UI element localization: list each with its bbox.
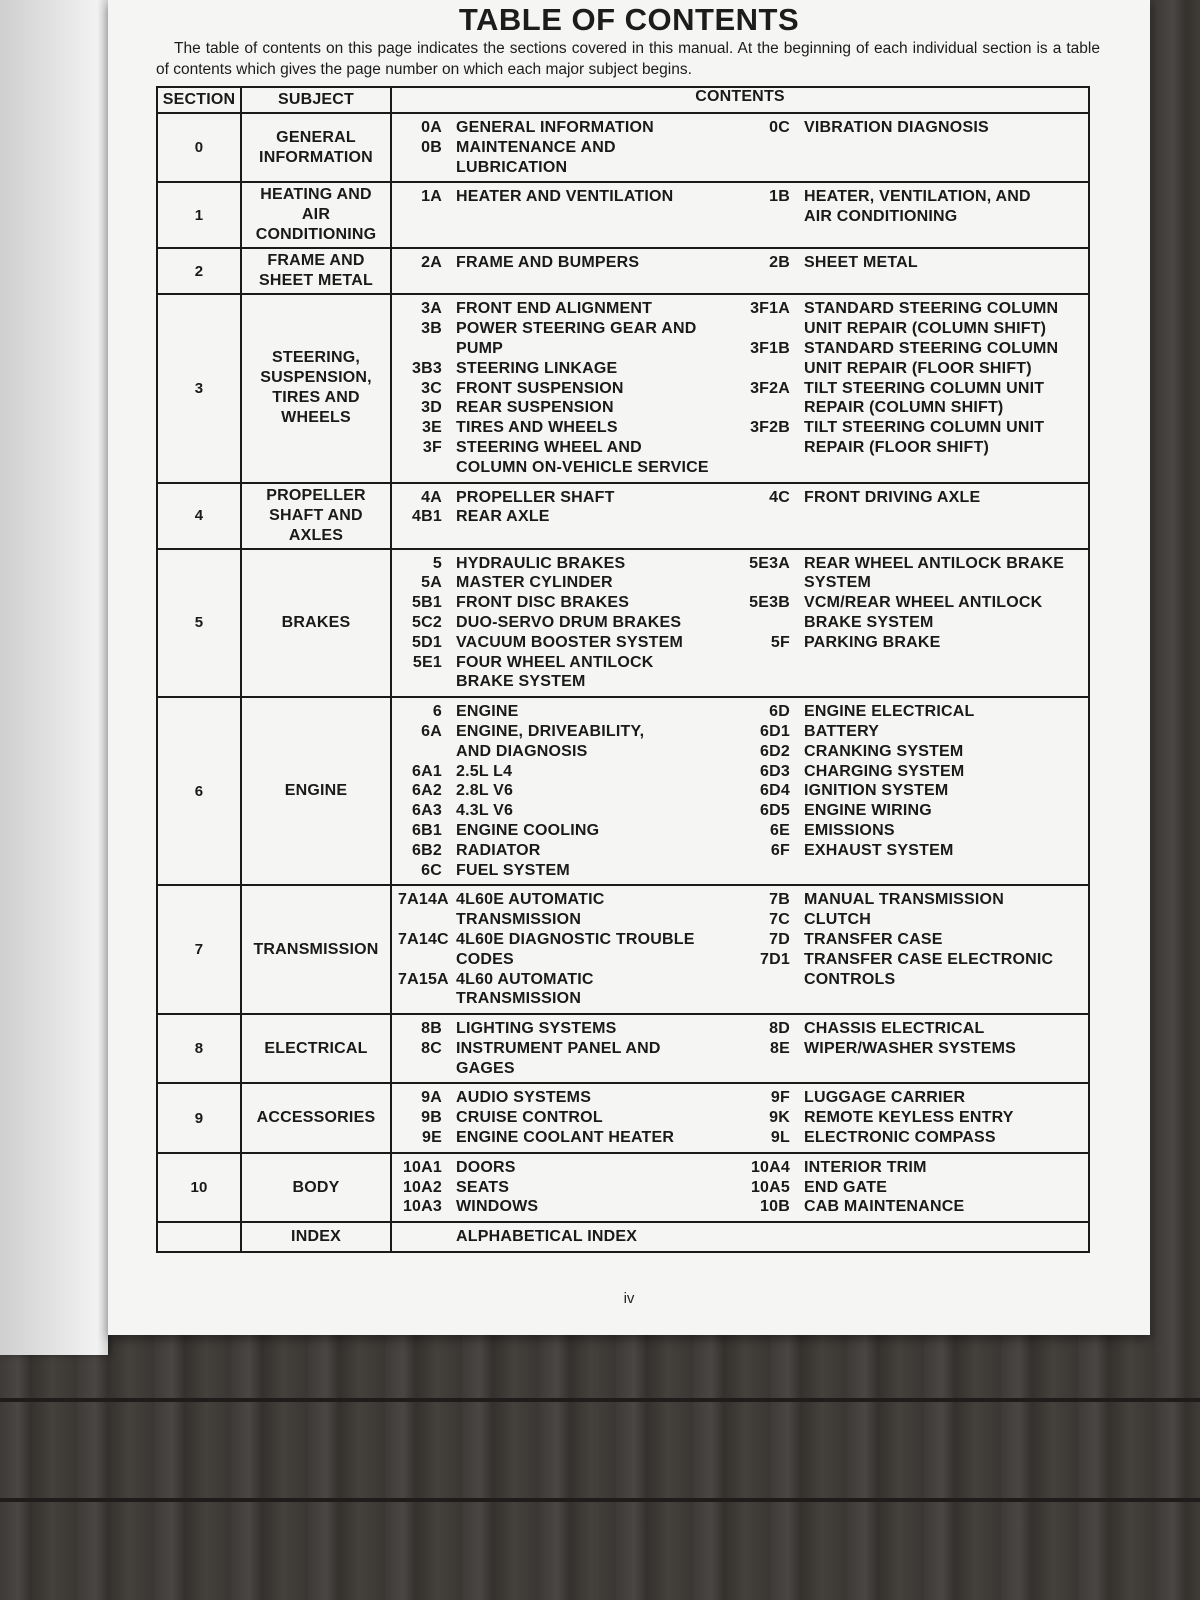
toc-row [157, 1083, 1089, 1152]
entry-title: DOORS [456, 1158, 516, 1176]
section-contents [391, 1153, 1089, 1222]
toc-entry [398, 861, 740, 881]
entry-code: 10B [760, 1198, 790, 1216]
section-contents [391, 113, 1089, 182]
entry-title: CRANKING SYSTEM [804, 742, 964, 760]
toc-entry [398, 613, 740, 633]
subject-header: SUBJECT [241, 87, 391, 113]
toc-entry [398, 762, 740, 782]
entry-code: 10A3 [402, 1198, 442, 1216]
contents-column-left [398, 1227, 740, 1247]
entry-title: RADIATOR [456, 841, 541, 859]
toc-entry [740, 1128, 1082, 1148]
entry-code: 3F2A [750, 379, 790, 397]
toc-entry [740, 339, 1082, 379]
entry-code: 8D [769, 1020, 790, 1038]
section-contents [391, 248, 1089, 294]
entry-title: CRUISE CONTROL [456, 1109, 603, 1127]
toc-entry [740, 253, 1082, 273]
toc-entry [740, 722, 1082, 742]
contents-column-left [398, 890, 740, 1009]
section-subject: BRAKES [241, 549, 391, 698]
entry-code: 2B [769, 254, 790, 272]
toc-entry [398, 1158, 740, 1178]
toc-entry [740, 781, 1082, 801]
toc-row [157, 1153, 1089, 1222]
entry-title: DUO-SERVO DRUM BRAKES [456, 613, 682, 631]
section-subject: HEATING AND AIR CONDITIONING [241, 182, 391, 248]
entry-title: ENGINE WIRING [804, 802, 932, 820]
toc-entry [740, 702, 1082, 722]
toc-row [157, 294, 1089, 482]
entry-title: LUGGAGE CARRIER [804, 1089, 966, 1107]
entry-code: 6B2 [412, 841, 442, 859]
entry-code: 4C [769, 488, 790, 506]
toc-row [157, 1014, 1089, 1083]
floor-seam [0, 1398, 1200, 1402]
entry-title: TILT STEERING COLUMN UNIT REPAIR (COLUMN SHIFT) [804, 379, 1045, 417]
entry-code: 5E3A [749, 554, 790, 572]
entry-code: 3B [421, 320, 442, 338]
entry-code [398, 1227, 456, 1247]
toc-entry [398, 554, 740, 574]
entry-code: 5B1 [412, 594, 442, 612]
section-number: 7 [157, 885, 241, 1014]
contents-column-right [740, 253, 1082, 273]
toc-entry [398, 1019, 740, 1039]
entry-title: FOUR WHEEL ANTILOCK BRAKE SYSTEM [456, 653, 654, 691]
contents-column-right [740, 1088, 1082, 1147]
entry-code: 5A [421, 574, 442, 592]
toc-entry [398, 507, 740, 527]
entry-code: 7A14A [398, 891, 449, 909]
toc-entry [740, 187, 1082, 227]
toc-entry [740, 1178, 1082, 1198]
entry-code: 9A [421, 1089, 442, 1107]
toc-entry [398, 1128, 740, 1148]
entry-title: STEERING LINKAGE [456, 359, 618, 377]
entry-title: MANUAL TRANSMISSION [804, 891, 1004, 909]
toc-entry [740, 418, 1082, 458]
entry-title: BATTERY [804, 722, 880, 740]
entry-code: 7A14C [398, 930, 449, 948]
contents-column-left [398, 1088, 740, 1147]
entry-title: ENGINE, DRIVEABILITY, AND DIAGNOSIS [456, 722, 645, 760]
entry-code: 6D4 [760, 782, 790, 800]
entry-title: PARKING BRAKE [804, 633, 941, 651]
section-contents [391, 294, 1089, 482]
entry-title: SEATS [456, 1178, 510, 1196]
entry-code: 8C [421, 1039, 442, 1057]
page-title: TABLE OF CONTENTS [458, 2, 800, 37]
entry-code: 7D1 [760, 950, 790, 968]
entry-code: 6D [769, 703, 790, 721]
toc-entry [740, 1019, 1082, 1039]
entry-title: MAINTENANCE AND LUBRICATION [456, 138, 616, 176]
toc-row [157, 885, 1089, 1014]
toc-entry [398, 1178, 740, 1198]
toc-header-row [157, 87, 1089, 113]
entry-code: 5F [770, 633, 790, 651]
entry-title: 4L60E DIAGNOSTIC TROUBLE CODES [456, 930, 695, 968]
entry-code: 9K [769, 1109, 790, 1127]
toc-entry [740, 299, 1082, 339]
section-contents [391, 483, 1089, 549]
toc-entry [740, 742, 1082, 762]
contents-column-right [740, 299, 1082, 477]
entry-code: 8B [421, 1020, 442, 1038]
entry-code: 6A1 [412, 762, 442, 780]
toc-row [157, 113, 1089, 182]
entry-title: PROPELLER SHAFT [456, 488, 615, 506]
toc-entry [740, 1108, 1082, 1128]
entry-title: ENGINE ELECTRICAL [804, 703, 975, 721]
toc-entry [398, 438, 740, 478]
section-subject: FRAME AND SHEET METAL [241, 248, 391, 294]
toc-entry [740, 1088, 1082, 1108]
entry-code: 9E [422, 1129, 442, 1147]
toc-entry [740, 488, 1082, 508]
contents-column-right [740, 187, 1082, 227]
entry-code: 3F1A [750, 300, 790, 318]
entry-code: 6A2 [412, 782, 442, 800]
entry-code: 4A [421, 488, 442, 506]
toc-entry [740, 821, 1082, 841]
entry-title: STEERING WHEEL AND COLUMN ON-VEHICLE SERVICE [456, 438, 709, 476]
entry-code: 3F1B [750, 339, 790, 357]
entry-code: 6D5 [760, 802, 790, 820]
toc-entry [398, 722, 740, 762]
entry-title: WIPER/WASHER SYSTEMS [804, 1039, 1017, 1057]
entry-code: 7B [769, 891, 790, 909]
toc-entry [398, 970, 740, 1010]
section-number [157, 1222, 241, 1252]
entry-title: MASTER CYLINDER [456, 574, 613, 592]
entry-code: 6D2 [760, 742, 790, 760]
entry-code: 1B [769, 188, 790, 206]
toc-entry [398, 633, 740, 653]
toc-entry [740, 910, 1082, 930]
entry-code: 3F [422, 438, 442, 456]
toc-entry [398, 1197, 740, 1217]
entry-code: 9F [770, 1089, 790, 1107]
section-number: 5 [157, 549, 241, 698]
toc-entry [398, 138, 740, 178]
entry-title: ENGINE COOLANT HEATER [456, 1129, 675, 1147]
toc-body [157, 113, 1089, 1252]
entry-title: STANDARD STEERING COLUMN UNIT REPAIR (FLOOR SHIFT) [804, 339, 1059, 377]
toc-entry [740, 950, 1082, 990]
entry-title: POWER STEERING GEAR AND PUMP [456, 320, 697, 357]
entry-code: 10A5 [750, 1178, 790, 1196]
entry-title: CHASSIS ELECTRICAL [804, 1020, 985, 1038]
contents-header: CONTENTS [391, 87, 1089, 113]
entry-code: 6E [770, 821, 790, 839]
entry-title: EXHAUST SYSTEM [804, 841, 954, 859]
toc-entry [740, 593, 1082, 633]
entry-title: VIBRATION DIAGNOSIS [804, 119, 989, 136]
entry-title: FRONT END ALIGNMENT [456, 300, 653, 318]
entry-code: 5 [432, 554, 442, 572]
entry-code: 3C [421, 379, 442, 397]
toc-table [156, 86, 1090, 1253]
section-number: 6 [157, 697, 241, 885]
entry-title: WINDOWS [456, 1198, 539, 1216]
section-number: 4 [157, 483, 241, 549]
contents-column-right [740, 702, 1082, 880]
toc-entry [740, 379, 1082, 419]
entry-title: TRANSFER CASE ELECTRONIC CONTROLS [804, 950, 1054, 988]
section-contents [391, 1083, 1089, 1152]
entry-code: 0A [421, 119, 442, 136]
section-contents [391, 1014, 1089, 1083]
entry-title: ENGINE [456, 703, 519, 721]
entry-code: 7D [769, 930, 790, 948]
contents-column-right [740, 118, 1082, 177]
section-subject: BODY [241, 1153, 391, 1222]
section-subject: INDEX [241, 1222, 391, 1252]
entry-title: REAR AXLE [456, 508, 550, 526]
entry-code: 1A [421, 188, 442, 206]
toc-entry [740, 801, 1082, 821]
entry-code: 6F [770, 841, 790, 859]
contents-column-right [740, 488, 1082, 528]
entry-code: 3E [422, 419, 442, 437]
entry-code: 5E1 [412, 653, 442, 671]
floor-seam [0, 1498, 1200, 1502]
toc-entry [398, 573, 740, 593]
toc-entry [740, 118, 1082, 138]
toc-entry [740, 1197, 1082, 1217]
contents-column-left [398, 118, 740, 177]
toc-entry [398, 781, 740, 801]
entry-code: 3F2B [750, 419, 790, 437]
toc-entry [398, 1227, 740, 1247]
toc-entry [740, 841, 1082, 861]
toc-entry [398, 359, 740, 379]
toc-row [157, 182, 1089, 248]
section-contents [391, 885, 1089, 1014]
entry-code: 0B [421, 138, 442, 156]
entry-code: 2A [421, 254, 442, 272]
section-number: 9 [157, 1083, 241, 1152]
entry-title: TILT STEERING COLUMN UNIT REPAIR (FLOOR SHIFT) [804, 419, 1045, 456]
entry-code: 10A4 [750, 1158, 790, 1176]
toc-entry [398, 801, 740, 821]
entry-title: END GATE [804, 1178, 888, 1196]
toc-row [157, 549, 1089, 698]
section-contents [391, 549, 1089, 698]
entry-code: 9B [421, 1109, 442, 1127]
section-subject: STEERING, SUSPENSION, TIRES AND WHEELS [241, 294, 391, 482]
entry-title: FUEL SYSTEM [456, 861, 570, 879]
contents-column-right [740, 890, 1082, 1009]
section-contents [391, 1222, 1089, 1252]
entry-title: TIRES AND WHEELS [456, 419, 618, 437]
entry-code: 6A3 [412, 802, 442, 820]
entry-title: FRONT DRIVING AXLE [804, 488, 981, 506]
entry-code: 7C [769, 911, 790, 929]
toc-entry [398, 890, 740, 930]
section-number: 3 [157, 294, 241, 482]
entry-title: FRAME AND BUMPERS [456, 254, 640, 272]
section-subject: GENERAL INFORMATION [241, 113, 391, 182]
entry-title: HYDRAULIC BRAKES [456, 554, 626, 572]
entry-title: REAR SUSPENSION [456, 399, 614, 417]
entry-title: INTERIOR TRIM [804, 1158, 927, 1176]
section-number: 1 [157, 182, 241, 248]
entry-title: INSTRUMENT PANEL AND GAGES [456, 1039, 661, 1077]
toc-entry [398, 653, 740, 693]
contents-column-left [398, 299, 740, 477]
entry-title: CHARGING SYSTEM [804, 762, 965, 780]
section-subject: ACCESSORIES [241, 1083, 391, 1152]
toc-entry [398, 1039, 740, 1079]
entry-code: 5E3B [749, 594, 790, 612]
entry-title: GENERAL INFORMATION [456, 119, 654, 136]
entry-code: 3A [421, 300, 442, 318]
toc-entry [398, 187, 740, 207]
section-number: 8 [157, 1014, 241, 1083]
toc-entry [398, 418, 740, 438]
section-subject: PROPELLER SHAFT AND AXLES [241, 483, 391, 549]
section-subject: TRANSMISSION [241, 885, 391, 1014]
left-page-edge [0, 0, 108, 1355]
entry-code: 10A1 [402, 1158, 442, 1176]
entry-title: FRONT DISC BRAKES [456, 594, 630, 612]
entry-code: 6B1 [412, 821, 442, 839]
toc-entry [740, 554, 1082, 594]
toc-entry [398, 841, 740, 861]
contents-column-right [740, 554, 1082, 693]
entry-code: 3D [421, 399, 442, 417]
entry-code: 8E [770, 1039, 790, 1057]
entry-code: 9L [770, 1129, 790, 1147]
toc-entry [398, 702, 740, 722]
entry-title: VCM/REAR WHEEL ANTILOCK BRAKE SYSTEM [804, 594, 1043, 631]
toc-entry [398, 253, 740, 273]
section-header: SECTION [157, 87, 241, 113]
entry-title: CLUTCH [804, 911, 871, 929]
entry-code: 5C2 [412, 613, 442, 631]
entry-code: 10A2 [402, 1178, 442, 1196]
entry-code: 3B3 [412, 359, 442, 377]
entry-title: 2.5L L4 [456, 762, 513, 780]
intro-paragraph: The table of contents on this page indicates the sections covered in this manual. At the beginning of each individual section is a table of contents which gives the page number on which each major subject begins. [156, 40, 1100, 78]
section-number: 2 [157, 248, 241, 294]
entry-title: EMISSIONS [804, 821, 895, 839]
entry-code: 6D1 [760, 722, 790, 740]
toc-entry [740, 762, 1082, 782]
entry-title: ENGINE COOLING [456, 821, 600, 839]
toc-entry [740, 1039, 1082, 1059]
entry-code: 6C [421, 861, 442, 879]
entry-title: STANDARD STEERING COLUMN UNIT REPAIR (COLUMN SHIFT) [804, 300, 1059, 338]
entry-title: CAB MAINTENANCE [804, 1198, 965, 1216]
entry-title: IGNITION SYSTEM [804, 782, 949, 800]
entry-title: HEATER, VENTILATION, AND AIR CONDITIONING [804, 188, 1031, 226]
toc-entry [398, 488, 740, 508]
entry-title: SHEET METAL [804, 254, 918, 272]
toc-entry [398, 593, 740, 613]
entry-title: VACUUM BOOSTER SYSTEM [456, 633, 684, 651]
entry-title: TRANSFER CASE [804, 930, 943, 948]
toc-entry [398, 398, 740, 418]
contents-column-left [398, 554, 740, 693]
toc-row [157, 248, 1089, 294]
section-contents [391, 697, 1089, 885]
entry-code: 5D1 [412, 633, 442, 651]
entry-title: AUDIO SYSTEMS [456, 1089, 592, 1107]
entry-code: 4B1 [412, 508, 442, 526]
entry-title: REMOTE KEYLESS ENTRY [804, 1109, 1014, 1127]
toc-row [157, 697, 1089, 885]
entry-title: 4.3L V6 [456, 802, 514, 820]
entry-code: 6D3 [760, 762, 790, 780]
toc-entry [398, 118, 740, 138]
toc-entry [740, 890, 1082, 910]
contents-column-right [740, 1227, 1082, 1247]
entry-code: 6A [421, 722, 442, 740]
entry-title: ELECTRONIC COMPASS [804, 1129, 996, 1147]
toc-entry [398, 379, 740, 399]
contents-column-left [398, 488, 740, 528]
section-number: 10 [157, 1153, 241, 1222]
toc-entry [740, 930, 1082, 950]
toc-entry [740, 633, 1082, 653]
section-number: 0 [157, 113, 241, 182]
entry-title: HEATER AND VENTILATION [456, 188, 674, 206]
entry-code: 6 [432, 703, 442, 721]
entry-code: 0C [769, 119, 790, 136]
toc-row [157, 483, 1089, 549]
entry-title: ALPHABETICAL INDEX [456, 1228, 638, 1246]
toc-entry [398, 299, 740, 319]
section-subject: ENGINE [241, 697, 391, 885]
contents-column-left [398, 702, 740, 880]
entry-title: REAR WHEEL ANTILOCK BRAKE SYSTEM [804, 554, 1065, 592]
toc-row [157, 1222, 1089, 1252]
contents-column-right [740, 1158, 1082, 1217]
contents-column-left [398, 1019, 740, 1078]
entry-title: LIGHTING SYSTEMS [456, 1020, 617, 1038]
toc-entry [740, 1158, 1082, 1178]
toc-entry [398, 821, 740, 841]
section-subject: ELECTRICAL [241, 1014, 391, 1083]
manual-page [108, 0, 1150, 1335]
page-number: iv [623, 1290, 635, 1307]
contents-column-left [398, 187, 740, 227]
toc-entry [398, 1088, 740, 1108]
contents-column-right [740, 1019, 1082, 1078]
entry-title: 4L60E AUTOMATIC TRANSMISSION [456, 891, 605, 929]
toc-entry [398, 1108, 740, 1128]
entry-code: 7A15A [398, 970, 449, 988]
toc-entry [398, 930, 740, 970]
entry-title: 4L60 AUTOMATIC TRANSMISSION [456, 970, 594, 1008]
contents-column-left [398, 253, 740, 273]
entry-title: FRONT SUSPENSION [456, 379, 624, 397]
entry-title: 2.8L V6 [456, 782, 514, 800]
contents-column-left [398, 1158, 740, 1217]
section-contents [391, 182, 1089, 248]
toc-entry [398, 319, 740, 359]
